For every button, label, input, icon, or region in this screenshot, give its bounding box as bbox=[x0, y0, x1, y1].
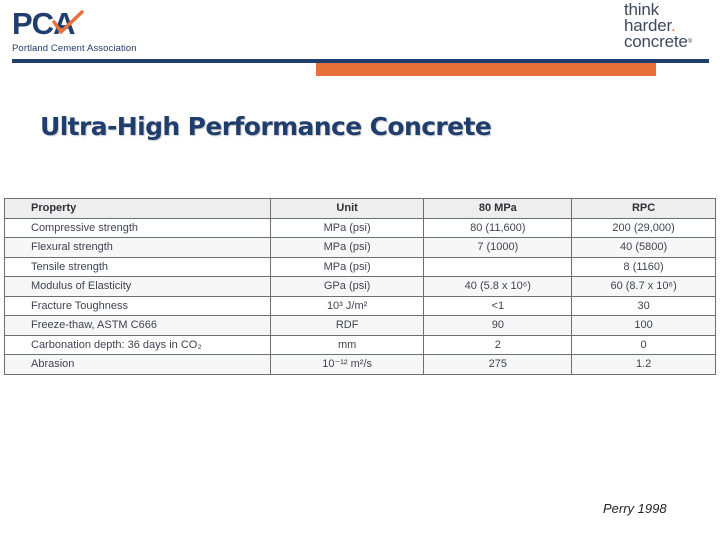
header-property: Property bbox=[5, 199, 271, 219]
properties-table bbox=[4, 198, 716, 375]
pca-logo bbox=[10, 6, 140, 56]
logo-line-think: think bbox=[624, 0, 659, 19]
pca-logo-name: Portland Cement Association bbox=[12, 43, 137, 54]
table-row bbox=[5, 277, 716, 297]
citation: Perry 1998 bbox=[603, 501, 667, 516]
table-row bbox=[5, 355, 716, 375]
header-orange-bar bbox=[316, 63, 656, 76]
cell-rpc: 30 bbox=[572, 296, 716, 316]
table-row bbox=[5, 257, 716, 277]
cell-unit: 10⁻¹² m²/s bbox=[270, 355, 424, 375]
table-row bbox=[5, 238, 716, 258]
cell-rpc: 60 (8.7 x 10⁶) bbox=[572, 277, 716, 297]
cell-rpc: 100 bbox=[572, 316, 716, 336]
header-unit: Unit bbox=[270, 199, 424, 219]
logo-word-harder: harder bbox=[624, 16, 672, 35]
logo-orange-dot: . bbox=[671, 16, 676, 35]
cell-unit: mm bbox=[270, 335, 424, 355]
cell-80-mpa: 40 (5.8 x 10⁶) bbox=[424, 277, 572, 297]
logo-line-concrete bbox=[624, 34, 716, 50]
cell-80-mpa: 2 bbox=[424, 335, 572, 355]
logo-trademark: ® bbox=[687, 39, 692, 45]
logo-word-concrete: concrete bbox=[624, 32, 688, 51]
cell-property: Abrasion bbox=[5, 355, 271, 375]
pca-checkmark-icon bbox=[50, 10, 86, 40]
header-rpc: RPC bbox=[572, 199, 716, 219]
cell-unit: MPa (psi) bbox=[270, 257, 424, 277]
cell-property: Fracture Toughness bbox=[5, 296, 271, 316]
cell-80-mpa: 275 bbox=[424, 355, 572, 375]
table-row bbox=[5, 316, 716, 336]
cell-property: Tensile strength bbox=[5, 257, 271, 277]
cell-unit: MPa (psi) bbox=[270, 218, 424, 238]
header-80-mpa: 80 MPa bbox=[424, 199, 572, 219]
cell-unit: GPa (psi) bbox=[270, 277, 424, 297]
slide-title: Ultra-High Performance Concrete bbox=[40, 112, 492, 141]
cell-property: Modulus of Elasticity bbox=[5, 277, 271, 297]
cell-property: Compressive strength bbox=[5, 218, 271, 238]
cell-unit: RDF bbox=[270, 316, 424, 336]
cell-rpc: 8 (1160) bbox=[572, 257, 716, 277]
cell-property: Carbonation depth: 36 days in CO₂ bbox=[5, 335, 271, 355]
table-row bbox=[5, 218, 716, 238]
cell-rpc: 1.2 bbox=[572, 355, 716, 375]
table-row bbox=[5, 335, 716, 355]
cell-unit: 10³ J/m² bbox=[270, 296, 424, 316]
cell-property: Freeze-thaw, ASTM C666 bbox=[5, 316, 271, 336]
pca-logo-letters: PCA bbox=[12, 6, 75, 41]
think-harder-concrete-logo bbox=[624, 2, 716, 54]
cell-80-mpa: 7 (1000) bbox=[424, 238, 572, 258]
cell-property: Flexural strength bbox=[5, 238, 271, 258]
cell-rpc: 40 (5800) bbox=[572, 238, 716, 258]
cell-80-mpa bbox=[424, 257, 572, 277]
cell-80-mpa: 80 (11,600) bbox=[424, 218, 572, 238]
table-row bbox=[5, 296, 716, 316]
cell-80-mpa: 90 bbox=[424, 316, 572, 336]
cell-80-mpa: <1 bbox=[424, 296, 572, 316]
cell-unit: MPa (psi) bbox=[270, 238, 424, 258]
cell-rpc: 200 (29,000) bbox=[572, 218, 716, 238]
table-header-row bbox=[5, 199, 716, 219]
cell-rpc: 0 bbox=[572, 335, 716, 355]
